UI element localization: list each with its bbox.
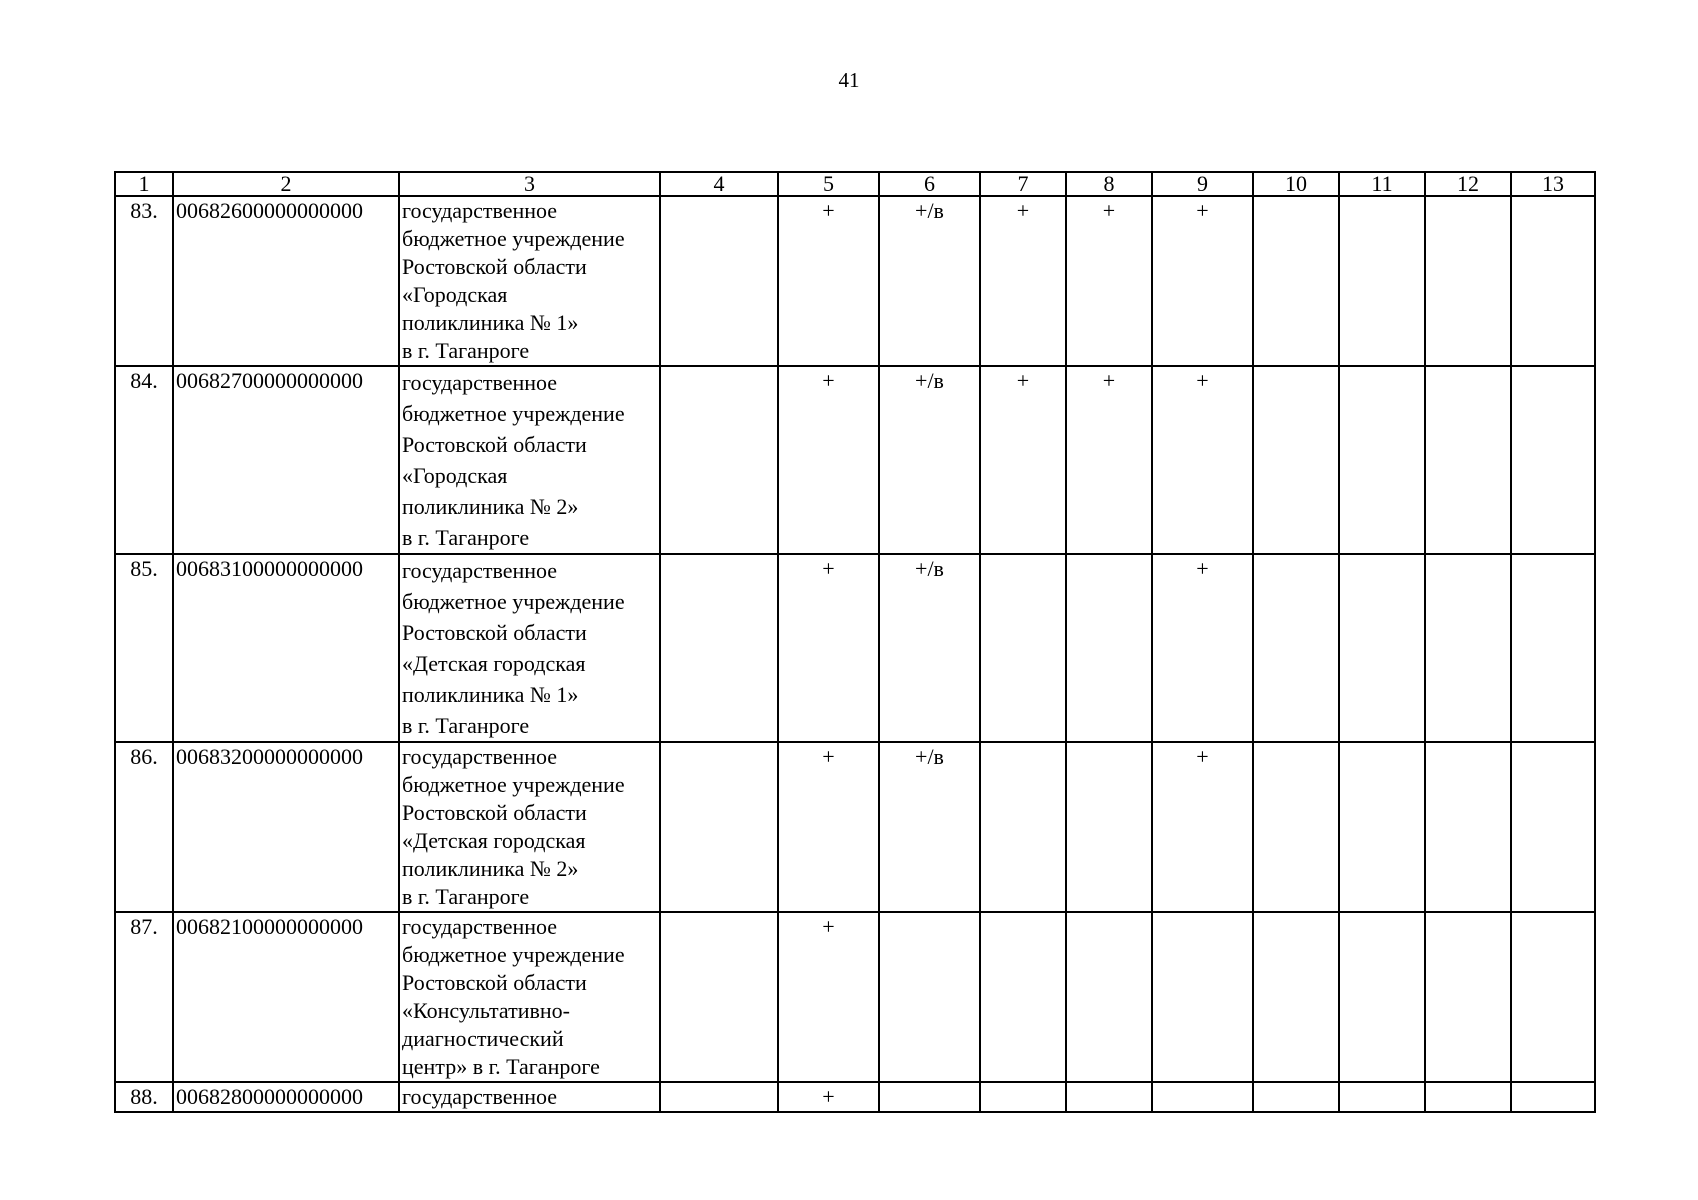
mark-cell-col-12 (1425, 554, 1511, 742)
column-number-header-row (115, 172, 1595, 196)
organization-name-line: бюджетное учреждение (402, 772, 625, 797)
organization-name-line: «Консультативно- (402, 998, 570, 1023)
mark-cell-col-6: +/в (879, 554, 980, 742)
mark-cell-col-11 (1339, 1082, 1425, 1112)
mark-cell-col-6: +/в (879, 366, 980, 554)
mark-cell-col-13 (1511, 912, 1595, 1082)
mark-cell-col-8 (1066, 742, 1152, 912)
mark-cell-col-10 (1253, 742, 1339, 912)
organization-name-line: Ростовской области (402, 620, 587, 645)
organization-name-line: центр» в г. Таганроге (402, 1054, 600, 1079)
mark-cell-col-10 (1253, 554, 1339, 742)
mark-cell-col-4 (660, 1082, 778, 1112)
table-row (115, 366, 1595, 554)
row-number: 88. (115, 1082, 173, 1112)
organization-name-line: в г. Таганроге (402, 884, 530, 909)
mark-cell-col-10 (1253, 1082, 1339, 1112)
mark-cell-col-13 (1511, 196, 1595, 366)
mark-cell-col-5: + (778, 554, 879, 742)
organization-name-line: Ростовской области (402, 254, 587, 279)
organization-name-line: государственное (402, 1084, 558, 1109)
mark-cell-col-4 (660, 366, 778, 554)
mark-cell-col-7 (980, 912, 1066, 1082)
table-row (115, 1082, 1595, 1112)
mark-cell-col-5: + (778, 366, 879, 554)
organization-name-line: поликлиника № 2» (402, 494, 579, 519)
organization-name-line: бюджетное учреждение (402, 226, 625, 251)
mark-cell-col-11 (1339, 554, 1425, 742)
page-number: 41 (838, 68, 860, 92)
organization-name (399, 742, 660, 912)
organization-name (399, 554, 660, 742)
mark-cell-col-5: + (778, 742, 879, 912)
mark-cell-col-13 (1511, 1082, 1595, 1112)
mark-cell-col-5: + (778, 912, 879, 1082)
mark-cell-col-8: + (1066, 196, 1152, 366)
column-header: 9 (1152, 172, 1253, 196)
column-header: 12 (1425, 172, 1511, 196)
mark-cell-col-11 (1339, 196, 1425, 366)
organization-name-line: государственное (402, 914, 558, 939)
mark-cell-col-5: + (778, 1082, 879, 1112)
organization-code: 00683200000000000 (173, 742, 399, 912)
table-row (115, 196, 1595, 366)
column-header: 2 (173, 172, 399, 196)
column-header: 5 (778, 172, 879, 196)
column-header: 1 (115, 172, 173, 196)
mark-cell-col-8 (1066, 912, 1152, 1082)
organization-name-line: в г. Таганроге (402, 525, 530, 550)
mark-cell-col-7: + (980, 366, 1066, 554)
column-header: 11 (1339, 172, 1425, 196)
mark-cell-col-13 (1511, 742, 1595, 912)
registry-table (114, 171, 1596, 1113)
column-header: 3 (399, 172, 660, 196)
organization-code: 00683100000000000 (173, 554, 399, 742)
organization-name (399, 1082, 660, 1112)
mark-cell-col-11 (1339, 366, 1425, 554)
organization-name (399, 912, 660, 1082)
organization-name-line: государственное (402, 370, 558, 395)
column-header: 10 (1253, 172, 1339, 196)
table-row (115, 554, 1595, 742)
organization-name-line: в г. Таганроге (402, 338, 530, 363)
organization-code: 00682600000000000 (173, 196, 399, 366)
mark-cell-col-9 (1152, 1082, 1253, 1112)
organization-name-line: государственное (402, 198, 558, 223)
registry-body (115, 196, 1595, 1112)
mark-cell-col-9: + (1152, 742, 1253, 912)
mark-cell-col-6: +/в (879, 196, 980, 366)
organization-code: 00682100000000000 (173, 912, 399, 1082)
organization-name-line: бюджетное учреждение (402, 942, 625, 967)
mark-cell-col-7 (980, 554, 1066, 742)
mark-cell-col-12 (1425, 912, 1511, 1082)
mark-cell-col-11 (1339, 912, 1425, 1082)
row-number: 83. (115, 196, 173, 366)
mark-cell-col-4 (660, 196, 778, 366)
mark-cell-col-8 (1066, 554, 1152, 742)
organization-name-line: бюджетное учреждение (402, 589, 625, 614)
mark-cell-col-9: + (1152, 196, 1253, 366)
mark-cell-col-12 (1425, 1082, 1511, 1112)
organization-name-line: поликлиника № 1» (402, 310, 579, 335)
organization-name-line: Ростовской области (402, 970, 587, 995)
table-row (115, 912, 1595, 1082)
mark-cell-col-12 (1425, 196, 1511, 366)
organization-name-line: Ростовской области (402, 800, 587, 825)
organization-name-line: в г. Таганроге (402, 713, 530, 738)
organization-name-line: «Городская (402, 282, 508, 307)
column-header: 6 (879, 172, 980, 196)
organization-name-line: поликлиника № 2» (402, 856, 579, 881)
mark-cell-col-10 (1253, 912, 1339, 1082)
mark-cell-col-4 (660, 912, 778, 1082)
organization-code: 00682800000000000 (173, 1082, 399, 1112)
organization-name (399, 366, 660, 554)
organization-name-line: Ростовской области (402, 432, 587, 457)
mark-cell-col-9: + (1152, 366, 1253, 554)
mark-cell-col-4 (660, 742, 778, 912)
row-number: 87. (115, 912, 173, 1082)
mark-cell-col-8 (1066, 1082, 1152, 1112)
mark-cell-col-7: + (980, 196, 1066, 366)
mark-cell-col-8: + (1066, 366, 1152, 554)
mark-cell-col-12 (1425, 742, 1511, 912)
mark-cell-col-9: + (1152, 554, 1253, 742)
organization-name-line: государственное (402, 558, 558, 583)
organization-name-line: «Городская (402, 463, 508, 488)
row-number: 84. (115, 366, 173, 554)
organization-code: 00682700000000000 (173, 366, 399, 554)
row-number: 86. (115, 742, 173, 912)
organization-name-line: «Детская городская (402, 828, 586, 853)
column-header: 7 (980, 172, 1066, 196)
mark-cell-col-12 (1425, 366, 1511, 554)
mark-cell-col-7 (980, 742, 1066, 912)
organization-name-line: государственное (402, 744, 558, 769)
mark-cell-col-9 (1152, 912, 1253, 1082)
organization-name-line: бюджетное учреждение (402, 401, 625, 426)
mark-cell-col-4 (660, 554, 778, 742)
mark-cell-col-6: +/в (879, 742, 980, 912)
column-header: 4 (660, 172, 778, 196)
column-header: 13 (1511, 172, 1595, 196)
mark-cell-col-6 (879, 912, 980, 1082)
mark-cell-col-13 (1511, 366, 1595, 554)
row-number: 85. (115, 554, 173, 742)
organization-name-line: поликлиника № 1» (402, 682, 579, 707)
mark-cell-col-5: + (778, 196, 879, 366)
mark-cell-col-6 (879, 1082, 980, 1112)
organization-name (399, 196, 660, 366)
organization-name-line: диагностический (402, 1026, 564, 1051)
table-row (115, 742, 1595, 912)
column-header: 8 (1066, 172, 1152, 196)
mark-cell-col-13 (1511, 554, 1595, 742)
mark-cell-col-7 (980, 1082, 1066, 1112)
mark-cell-col-10 (1253, 196, 1339, 366)
mark-cell-col-11 (1339, 742, 1425, 912)
mark-cell-col-10 (1253, 366, 1339, 554)
organization-name-line: «Детская городская (402, 651, 586, 676)
